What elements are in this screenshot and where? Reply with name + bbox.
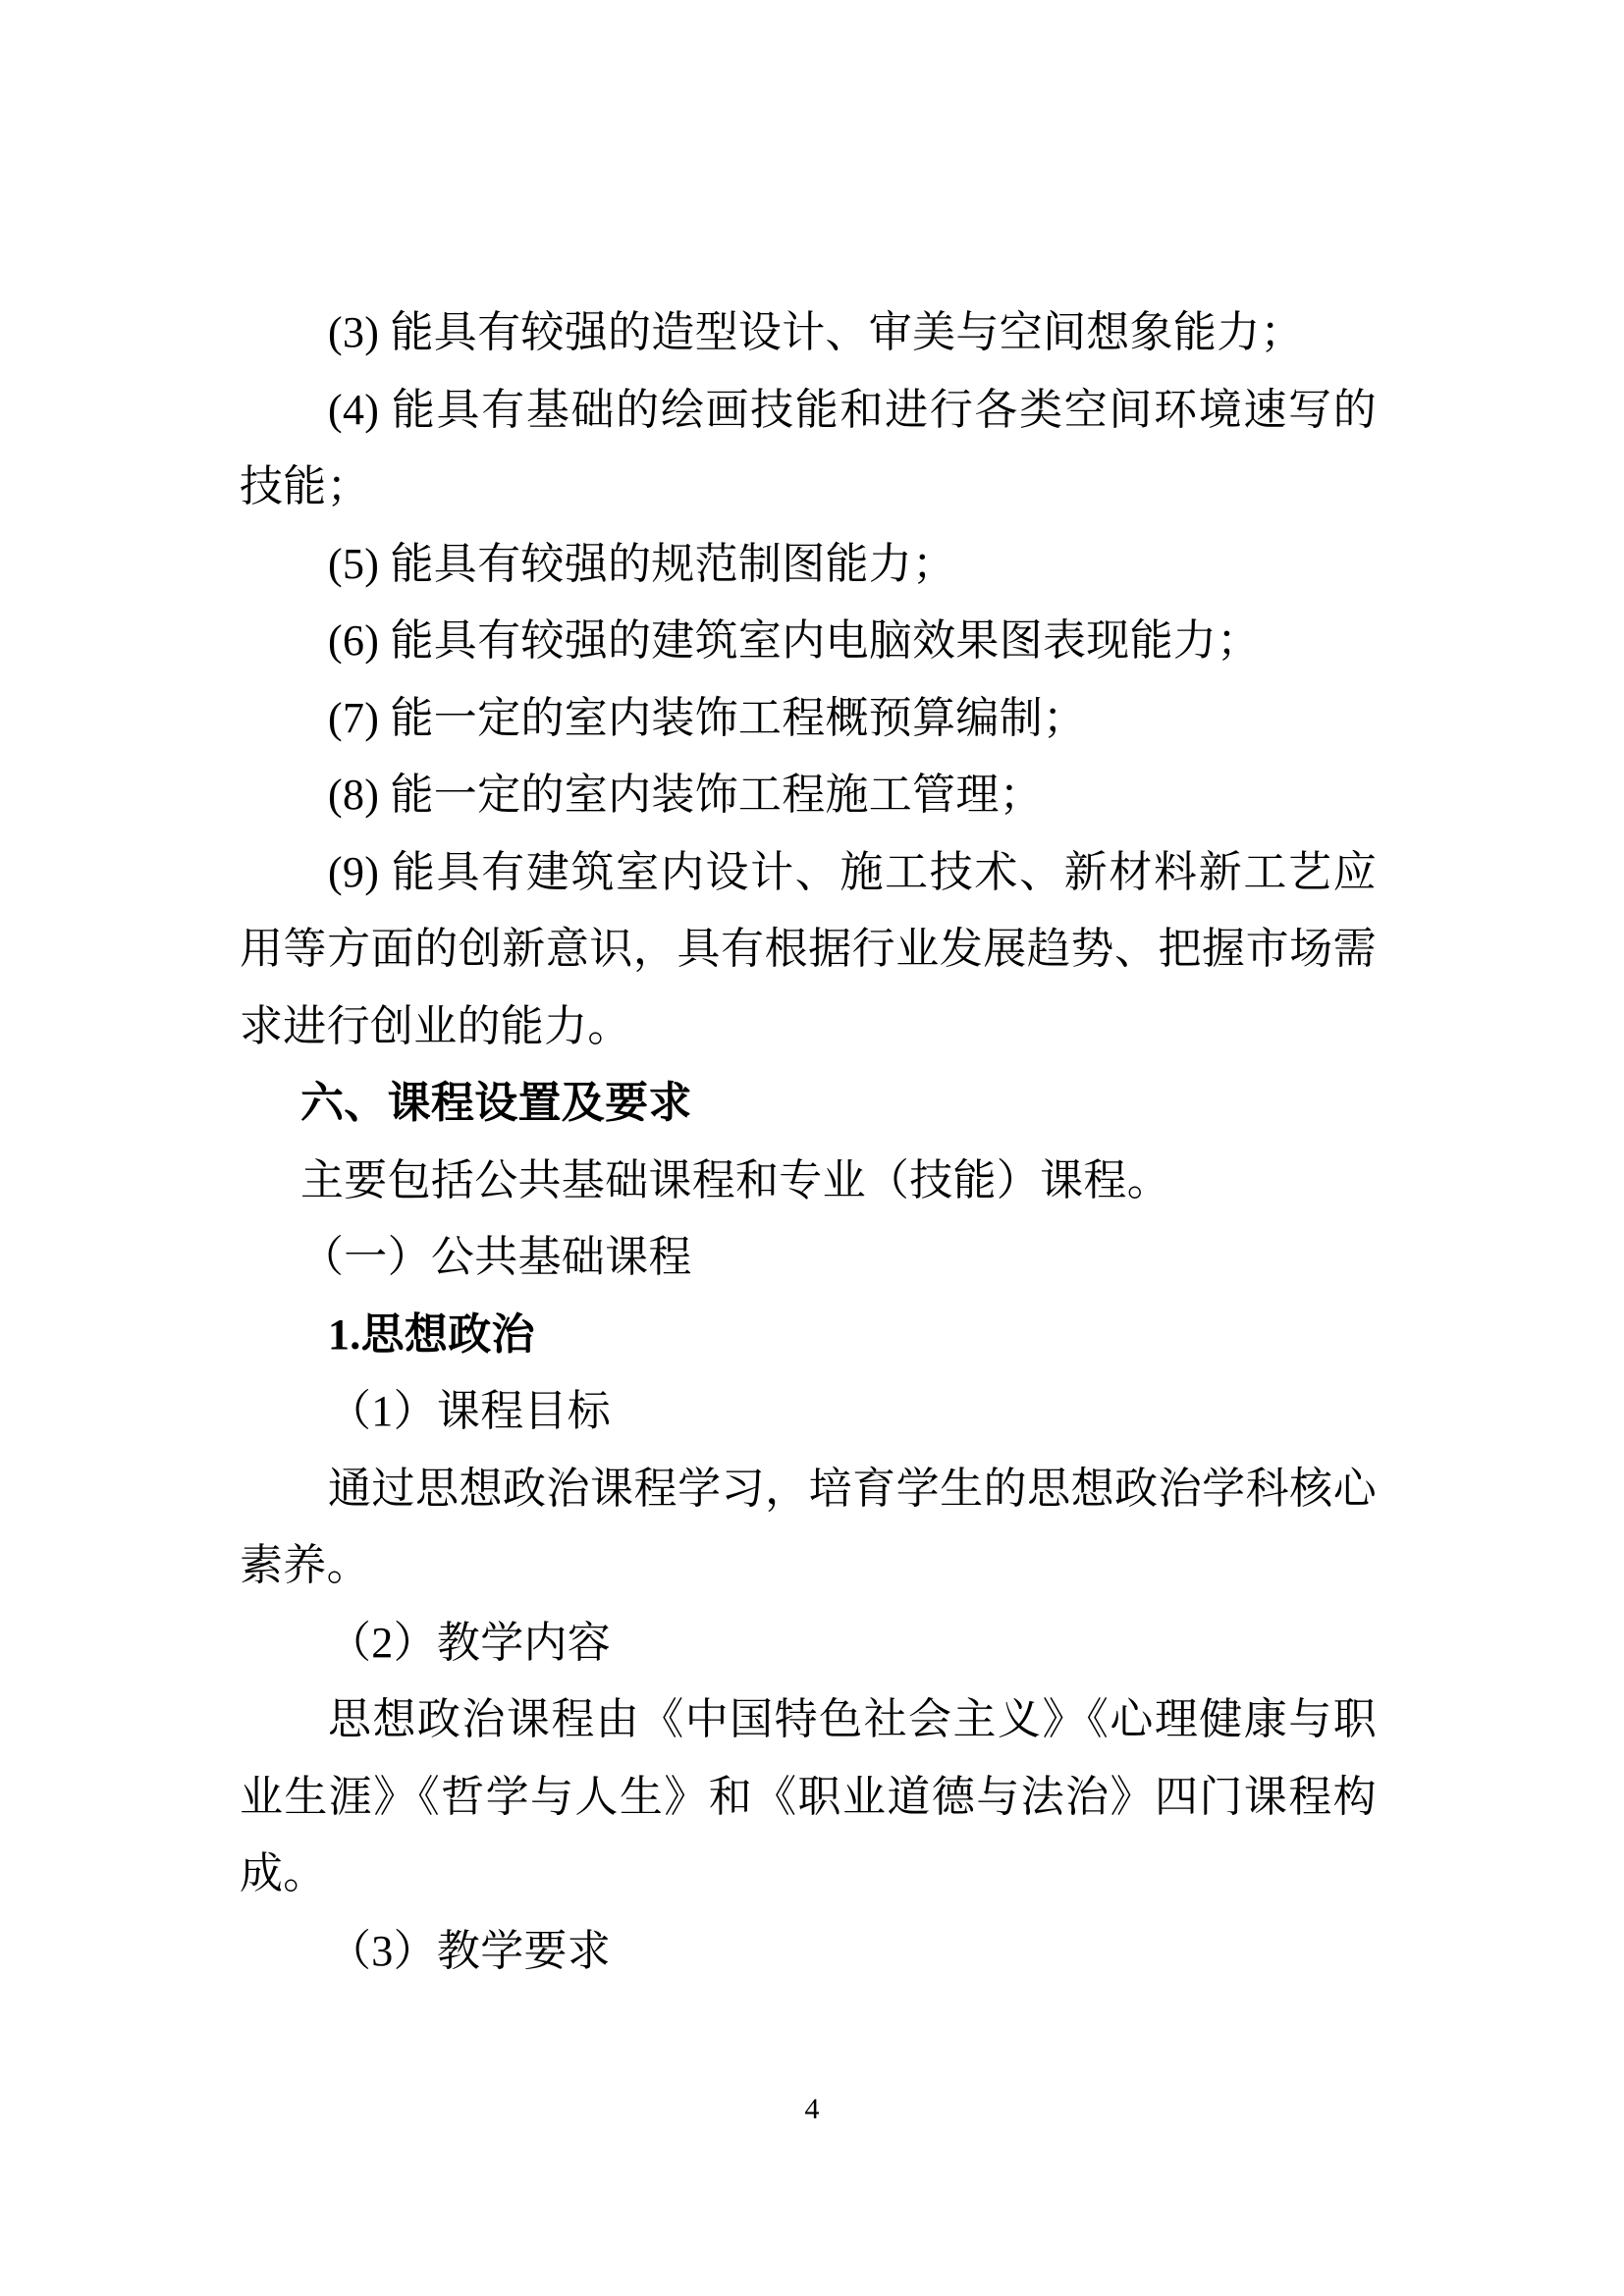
course-content-text: 思想政治课程由《中国特色社会主义》《心理健康与职业生涯》《哲学与人生》和《职业道德与法治》四门课程构成。	[240, 1695, 1377, 1897]
list-item-6: (6) 能具有较强的建筑室内电脑效果图表现能力；	[328, 616, 1261, 665]
course-goal-text: 通过思想政治课程学习，培育学生的思想政治学科核心素养。	[240, 1464, 1377, 1589]
list-item-4: (4) 能具有基础的绘画技能和进行各类空间环境速写的技能；	[240, 385, 1377, 510]
list-item-5: (5) 能具有较强的规范制图能力；	[328, 539, 956, 588]
page-number: 4	[804, 2093, 820, 2125]
section-intro: 主要包括公共基础课程和专业（技能）课程。	[300, 1155, 1170, 1204]
course-goal-heading: （1）课程目标	[328, 1387, 612, 1435]
list-item-7: (7) 能一定的室内装饰工程概预算编制；	[328, 693, 1087, 742]
course-requirement-heading: （3）教学要求	[328, 1926, 612, 1975]
course-content-heading: （2）教学内容	[328, 1618, 612, 1667]
section-heading-6: 六、课程设置及要求	[300, 1079, 692, 1127]
document-body	[240, 294, 1377, 1990]
course-heading-politics: 1.思想政治	[328, 1309, 535, 1359]
list-item-3: (3) 能具有较强的造型设计、审美与空间想象能力；	[328, 308, 1304, 356]
list-item-8: (8) 能一定的室内装饰工程施工管理；	[328, 771, 1044, 819]
list-item-9: (9) 能具有建筑室内设计、施工技术、新材料新工艺应用等方面的创新意识，具有根据行业发展趋势、把握市场需求进行创业的能力。	[240, 847, 1377, 1050]
subsection-heading-1: （一）公共基础课程	[300, 1233, 692, 1281]
